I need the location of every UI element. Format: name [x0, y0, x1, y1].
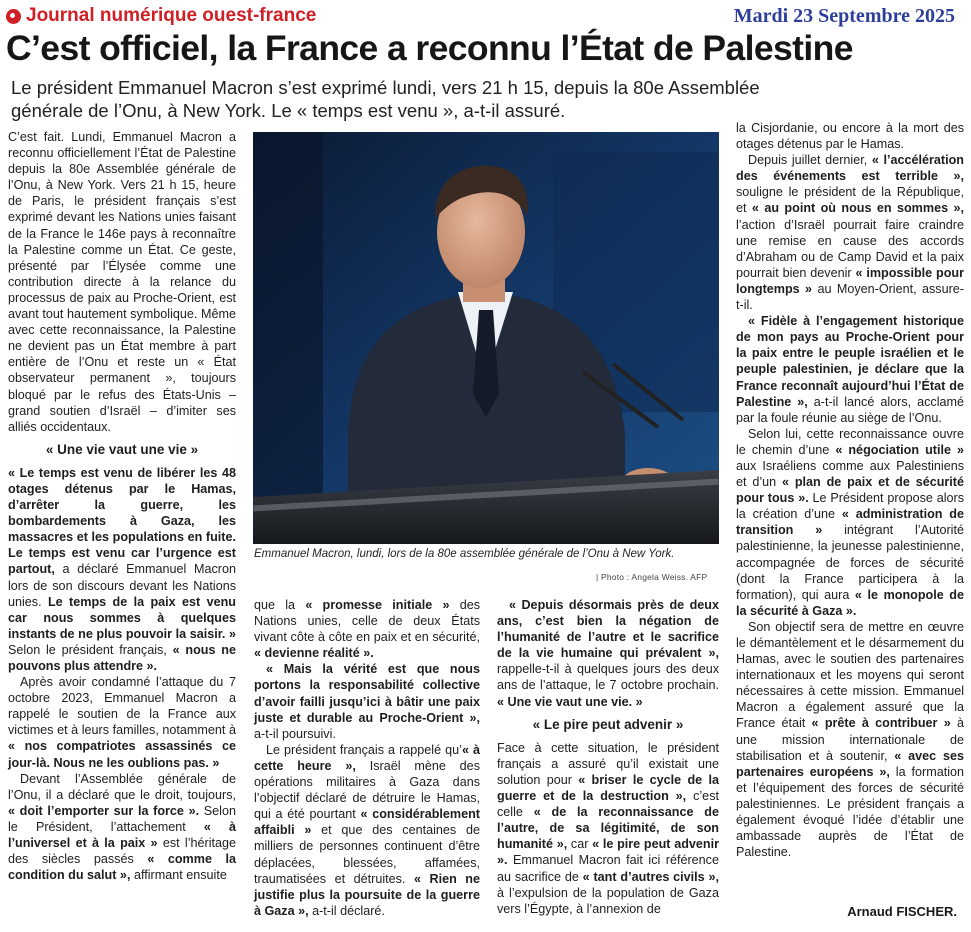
- text-run: Le président français a rappelé qu’: [266, 742, 462, 757]
- article-column-2: [254, 597, 480, 919]
- paragraph: [497, 740, 719, 917]
- quote-bold: « le monopole de la sécurité à Gaza ».: [736, 587, 964, 618]
- article-column-1: [8, 129, 236, 883]
- text-run: est l’héritage des siècles passés: [8, 836, 237, 867]
- text-run: car: [567, 837, 593, 852]
- quote-bold: « au point où nous en sommes »,: [751, 201, 964, 216]
- text-run: la formation et l’équipement des forces de sécurité palestiniennes. Le président français a également évoqué l’idée d’établir une ambassade auprès de l’État de Palestine.: [736, 764, 965, 860]
- paragraph: [254, 661, 480, 741]
- quote-bold: « devienne réalité ».: [254, 646, 374, 661]
- paragraph: [254, 742, 480, 919]
- text-run: Depuis juillet dernier,: [748, 153, 872, 168]
- text-run: a-t-il lancé alors, acclamé par la foule réunie au siège de l’Onu.: [736, 394, 965, 425]
- quote-bold: « avec ses partenaires européens »,: [736, 748, 964, 779]
- quote-bold: « Fidèle à l’engagement historique de mon pays au Proche-Orient pour la paix entre le peuple israélien et le peuple palestinien, je déclare que la France reconnaît aujourd’hui l’État de Palestine »,: [736, 314, 964, 409]
- paragraph: [8, 674, 236, 771]
- quote-bold: « Rien ne justifie plus la poursuite de la guerre à Gaza »,: [254, 871, 480, 918]
- subheading: « Le pire peut advenir »: [532, 716, 684, 732]
- paragraph: [736, 152, 964, 313]
- text-run: rappelle-t-il à quelques jours des deux ans de l’attaque, le 7 octobre prochain.: [497, 662, 719, 693]
- author-signature: Arnaud FISCHER.: [847, 904, 957, 919]
- text-run: a déclaré Emmanuel Macron lors de son discours devant les Nations unies.: [8, 562, 236, 609]
- paragraph: [736, 313, 964, 426]
- quote-bold: « de la reconnaissance de l’autre, de sa légitimité, de son humanité »,: [497, 805, 719, 852]
- quote-bold: « le pire peut advenir ».: [497, 837, 719, 868]
- text-run: Selon lui, cette reconnaissance ouvre le chemin d’une: [736, 426, 964, 457]
- quote-bold: « Une vie vaut une vie. »: [497, 694, 643, 709]
- text-run: Israël mène des opérations militaires à Gaza dans l’objectif déclaré de détruire le Hamas, qui a été pourtant: [254, 758, 480, 822]
- text-run: à une mission internationale de stabilisation et à soutenir,: [736, 716, 964, 763]
- quote-bold: Le temps de la paix est venu car nous sommes à quelques instants de ne plus pouvoir la saisir. »: [8, 594, 236, 641]
- article-column-3: [497, 597, 719, 917]
- quote-bold: « promesse initiale »: [305, 598, 450, 612]
- paragraph: C’est fait. Lundi, Emmanuel Macron a reconnu officiellement l’État de Palestine depuis la 80e Assemblée générale de l’Onu, à New York. Vers 21 h 15, heure de Paris, le président français s’est exprimé devant les Nations unies faisant de la France le 146e pays à reconnaître la Palestine comme un État. Ce geste, présenté par l’Élysée comme une contribution directe à la relance du processus de paix au Proche-Orient, est avant tout hautement symbolique. Même avec cette reconnaissance, la Palestine ne devient pas un État membre à part entière de l’Onu et reste un « État observateur permanent », toujours bloqué par le refus des États-Unis – grand soutien d’Israël – d’imiter ses alliés occidentaux.: [8, 130, 236, 434]
- quote-bold: « impossible pour longtemps »: [736, 265, 964, 296]
- text-run: aux Israéliens comme aux Palestiniens et d’un: [736, 458, 964, 490]
- subheading: « Une vie vaut une vie »: [45, 441, 199, 457]
- text-run: Selon le Président, l’attachement: [8, 803, 236, 834]
- article-photo: [253, 132, 719, 544]
- text-run: Le Président propose alors la création d’une: [736, 491, 964, 522]
- text-run: souligne le président de la République, et: [736, 185, 964, 216]
- quote-bold: « Mais la vérité est que nous portons la responsabilité collective d’avoir failli jusqu’ici à bâtir une paix juste et durable au Proche-Orient »,: [254, 662, 480, 725]
- chapo: Le président Emmanuel Macron s’est exprimé lundi, vers 21 h 15, depuis la 80e Assemblée générale de l’Onu, à New York. Le « temps est venu », a-t-il assuré.: [11, 77, 760, 121]
- photo-credit: | Photo : Angela Weiss. AFP: [596, 572, 708, 582]
- quote-bold: « doit l’emporter sur la force ».: [8, 803, 200, 818]
- journal-name: Journal numérique ouest-france: [26, 5, 317, 26]
- text-run: Selon le président français,: [8, 642, 173, 657]
- article-column-4: [736, 120, 964, 860]
- quote-bold: « nos compatriotes assassinés ce jour-là. Nous ne les oublions pas. »: [8, 739, 236, 770]
- text-run: l’action d’Israël pourrait faire craindre une remise en cause des accords d’Abraham ou de Camp David et la paix pourrait bien devenir: [736, 217, 964, 280]
- quote-bold: « négociation utile »: [835, 442, 964, 457]
- quote-bold: « à l’universel et à la paix »: [8, 819, 236, 851]
- paragraph: [8, 771, 236, 884]
- text-run: affirmant ensuite: [130, 868, 227, 883]
- text-run: que la: [254, 598, 306, 612]
- quote-bold: « nous ne pouvons plus attendre ».: [8, 642, 236, 673]
- text-run: c’est celle: [497, 789, 719, 820]
- photo-caption: Emmanuel Macron, lundi, lors de la 80e assemblée générale de l’Onu à New York.: [254, 548, 675, 560]
- paragraph: [736, 426, 964, 619]
- paragraph: [8, 465, 236, 674]
- text-run: intégrant l’Autorité palestinienne, la jeunesse palestinienne, accompagnée de forces de sécurité (dont la France participera à la formation), qui aura: [736, 523, 964, 602]
- text-run: Après avoir condamné l’attaque du 7 octobre 2023, Emmanuel Macron a rappelé le soutien de la France aux victimes et à leurs familles, notamment à: [8, 675, 236, 738]
- quote-bold: « comme la condition du salut »,: [8, 852, 236, 883]
- text-run: et que des centaines de milliers de personnes continuent d’être déplacées, blessées, affamées, traumatisées et détruites.: [254, 823, 481, 886]
- quote-bold: « l’accélération des événements est terrible »,: [736, 153, 964, 184]
- text-run: au Moyen-Orient, assure-t-il.: [736, 281, 964, 313]
- publication-date: Mardi 23 Septembre 2025: [733, 5, 955, 27]
- quote-bold: « considérablement affaibli »: [254, 807, 480, 838]
- quote-bold: « administration de transition »: [736, 507, 964, 538]
- text-run: Emmanuel Macron fait ici référence au sacrifice de: [497, 853, 719, 884]
- ouest-france-logo-icon: [6, 9, 21, 24]
- quote-bold: « tant d’autres civils »,: [582, 869, 720, 884]
- text-run: a-t-il poursuivi.: [254, 726, 336, 741]
- text-run: a-t-il déclaré.: [308, 903, 385, 918]
- paragraph: [254, 597, 480, 661]
- headline: C’est officiel, la France a reconnu l’État de Palestine: [6, 28, 853, 68]
- text-run: des Nations unies, celle de deux États vivant côte à côte en paix et en sécurité,: [254, 598, 481, 645]
- text-run: à l’expulsion de la population de Gaza vers l’Égypte, à l’annexion de: [497, 885, 719, 916]
- quote-bold: « à cette heure »,: [254, 742, 480, 773]
- masthead: [6, 4, 316, 28]
- paragraph: la Cisjordanie, ou encore à la mort des otages détenus par le Hamas.: [736, 121, 964, 152]
- text-run: Son objectif sera de mettre en œuvre le démantèlement et le désarmement du Hamas, avec le soutien des partenaires internationaux et les moyens qui seront nécessaires à cette mission. Emmanuel Macron a également assuré que la France était: [736, 619, 964, 731]
- quote-bold: « Depuis désormais près de deux ans, c’est bien la négation de l’humanité de l’autre et le sacrifice de la vie humaine qui prévalent »,: [497, 598, 719, 661]
- quote-bold: « Le temps est venu de libérer les 48 otages détenus par le Hamas, d’arrêter la guerre, les bombardements à Gaza, les massacres et les populations en fuite. Le temps est venu car l’urgence est partout,: [8, 465, 236, 577]
- quote-bold: « briser le cycle de la guerre et de la destruction »,: [497, 772, 719, 804]
- paragraph: [736, 619, 964, 860]
- macron-podium-photo: [253, 132, 719, 544]
- text-run: Face à cette situation, le président français a assuré qu’il existait une solution pour: [497, 740, 719, 787]
- paragraph: [497, 597, 719, 710]
- quote-bold: « plan de paix et de sécurité pour tous ».: [736, 475, 965, 506]
- text-run: Devant l’Assemblée générale de l’Onu, il a déclaré que le droit, toujours,: [8, 771, 236, 802]
- quote-bold: « prête à contribuer »: [811, 716, 951, 731]
